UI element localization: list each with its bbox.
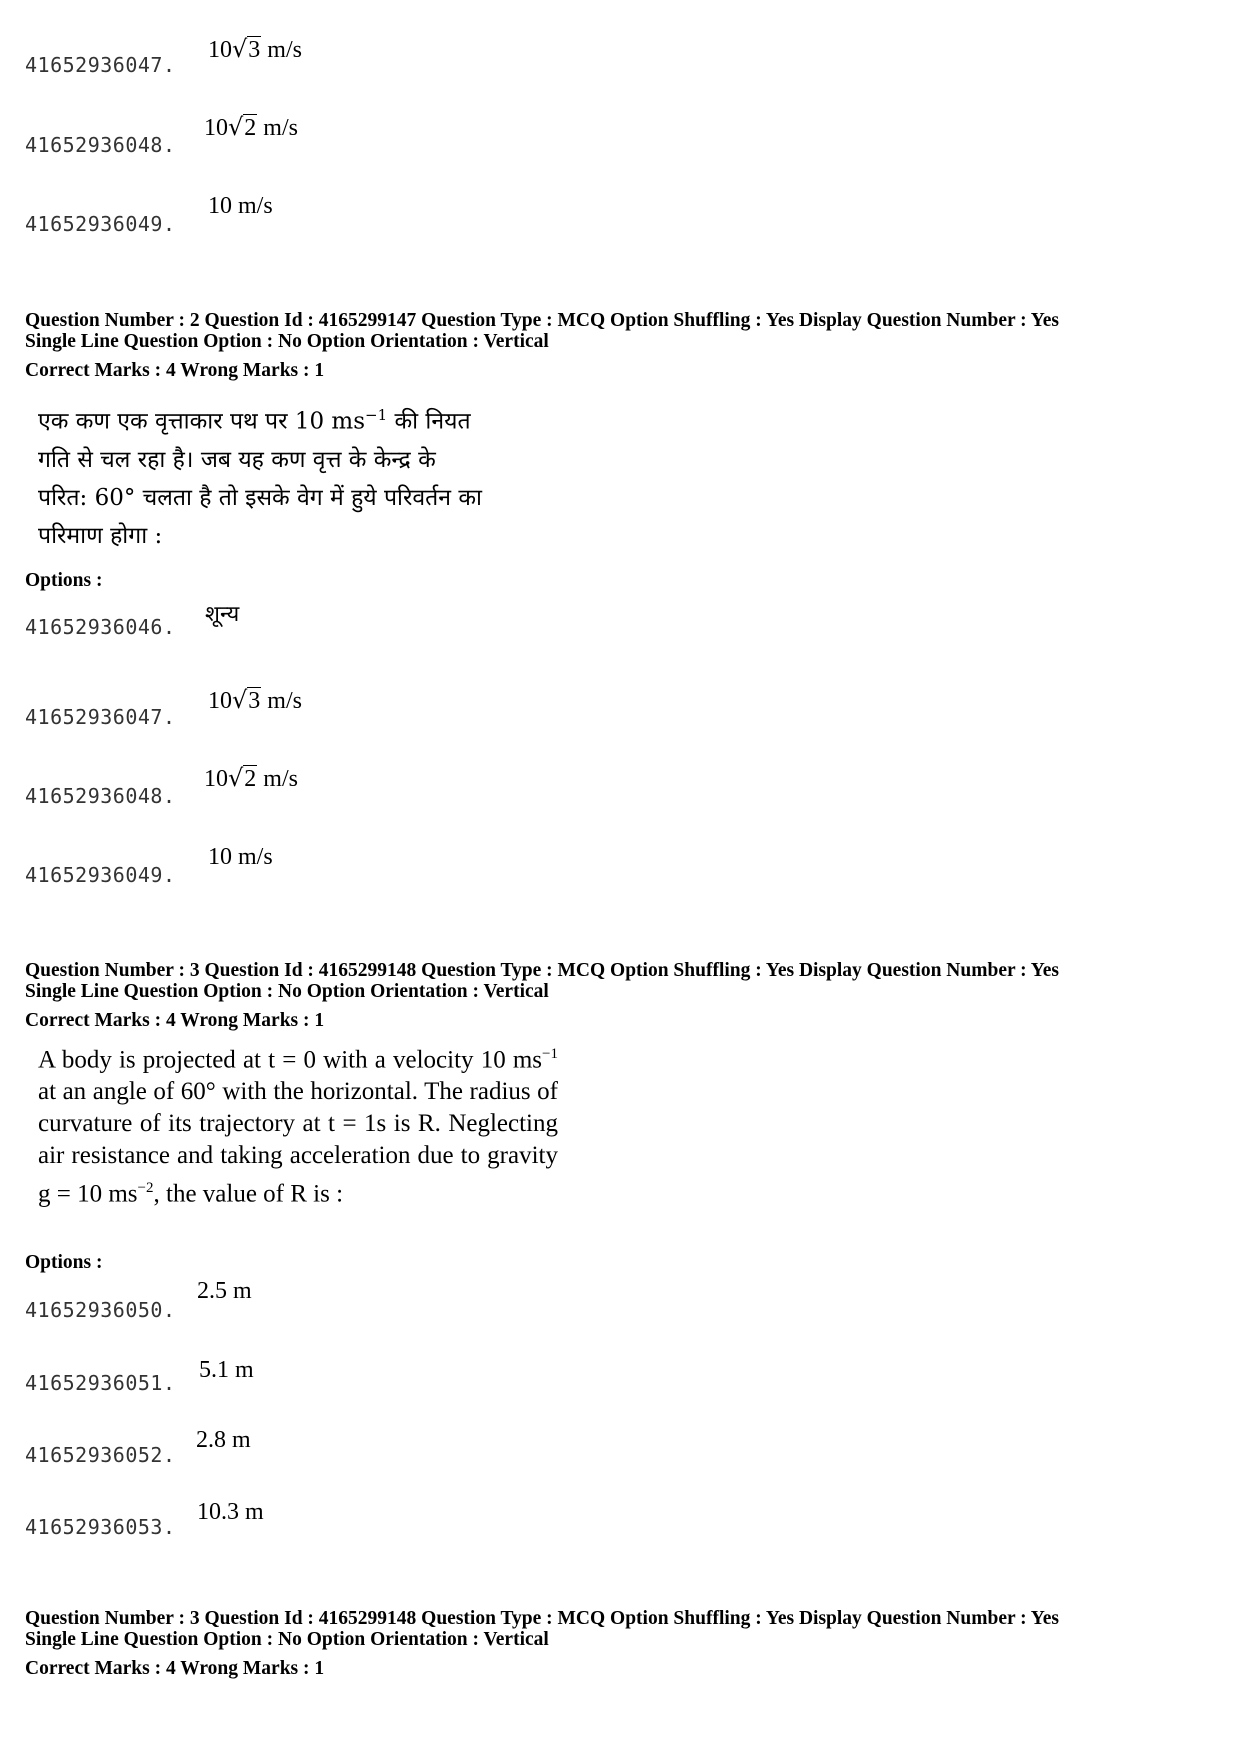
sqrt-symbol: √ (232, 686, 248, 714)
option-value (208, 686, 302, 715)
question-meta-line2: Single Line Question Option : No Option Orientation : Vertical (25, 981, 549, 1002)
option-value: 2.8 m (196, 1427, 251, 1453)
superscript: −2 (137, 1180, 154, 1197)
option-id: 41652936053. (25, 1515, 176, 1539)
sqrt-symbol: √ (228, 113, 244, 141)
question-text-part: A body is projected at t = 0 with a velocity 10 ms (38, 1046, 543, 1074)
question-meta-line1: Question Number : 3 Question Id : 4165299148 Question Type : MCQ Option Shuffling : Yes Display Question Number : Yes (25, 960, 1059, 981)
question-text-line: परित: 60° चलता है तो इसके वेग में हुये परिवर्तन का (38, 484, 482, 511)
option-root: 3 (248, 688, 261, 714)
option-coef: 10 (208, 688, 232, 714)
option-id: 41652936052. (25, 1443, 176, 1467)
question-text-line: परिमाण होगा : (38, 522, 163, 549)
question-text-line: की नियत (387, 408, 471, 435)
option-value: 10 m/s (208, 844, 273, 870)
option-id: 41652936049. (25, 863, 176, 887)
option-value: शून्य (205, 602, 240, 627)
question-text (38, 1038, 558, 1211)
option-id: 41652936046. (25, 615, 176, 639)
question-meta-line2: Single Line Question Option : No Option Orientation : Vertical (25, 331, 549, 352)
question-text-part: , the value of R is : (153, 1180, 344, 1208)
question-marks: Correct Marks : 4 Wrong Marks : 1 (25, 1658, 325, 1679)
question-text-part: at an angle of 60° with the horizontal. The radius of curvature of its trajectory at t = 1s is R. Neglecting air resistance and taking acceleration due to gravity g = 10 ms (38, 1078, 558, 1208)
option-unit: m/s (267, 37, 302, 63)
sqrt-symbol: √ (232, 35, 248, 63)
question-marks: Correct Marks : 4 Wrong Marks : 1 (25, 360, 325, 381)
option-unit: m/s (267, 688, 302, 714)
option-coef: 10 (204, 766, 228, 792)
option-value: 10.3 m (197, 1499, 264, 1525)
option-id: 41652936051. (25, 1371, 176, 1395)
question-marks: Correct Marks : 4 Wrong Marks : 1 (25, 1010, 325, 1031)
superscript: −1 (542, 1046, 558, 1062)
question-meta (25, 960, 1059, 1002)
option-id: 41652936048. (25, 784, 176, 808)
question-meta-line2: Single Line Question Option : No Option Orientation : Vertical (25, 1629, 549, 1650)
options-label: Options : (25, 1252, 103, 1273)
option-unit: m/s (263, 766, 298, 792)
option-value: 2.5 m (197, 1278, 252, 1304)
question-meta-line1: Question Number : 3 Question Id : 4165299148 Question Type : MCQ Option Shuffling : Yes Display Question Number : Yes (25, 1608, 1059, 1629)
option-value (204, 113, 298, 142)
option-value: 10 m/s (208, 193, 273, 219)
option-value (208, 35, 302, 64)
option-value (204, 764, 298, 793)
option-coef: 10 (204, 115, 228, 141)
option-id: 41652936047. (25, 705, 176, 729)
option-value: 5.1 m (199, 1357, 254, 1383)
question-text-line: एक कण एक वृत्ताकार पथ पर 10 ms (38, 408, 366, 435)
sqrt-symbol: √ (228, 764, 244, 792)
question-meta (25, 310, 1059, 352)
question-meta (25, 1608, 1059, 1650)
question-text (38, 396, 558, 555)
option-root: 2 (244, 115, 257, 141)
option-unit: m/s (263, 115, 298, 141)
option-id: 41652936050. (25, 1298, 176, 1322)
option-id: 41652936049. (25, 212, 176, 236)
question-meta-line1: Question Number : 2 Question Id : 4165299147 Question Type : MCQ Option Shuffling : Yes Display Question Number : Yes (25, 310, 1059, 331)
superscript: −1 (365, 406, 388, 424)
options-label: Options : (25, 570, 103, 591)
question-text-line: गति से चल रहा है। जब यह कण वृत्त के केन्द्र के (38, 446, 436, 473)
option-id: 41652936047. (25, 53, 176, 77)
option-root: 2 (244, 766, 257, 792)
option-root: 3 (248, 37, 261, 63)
option-coef: 10 (208, 37, 232, 63)
option-id: 41652936048. (25, 133, 176, 157)
